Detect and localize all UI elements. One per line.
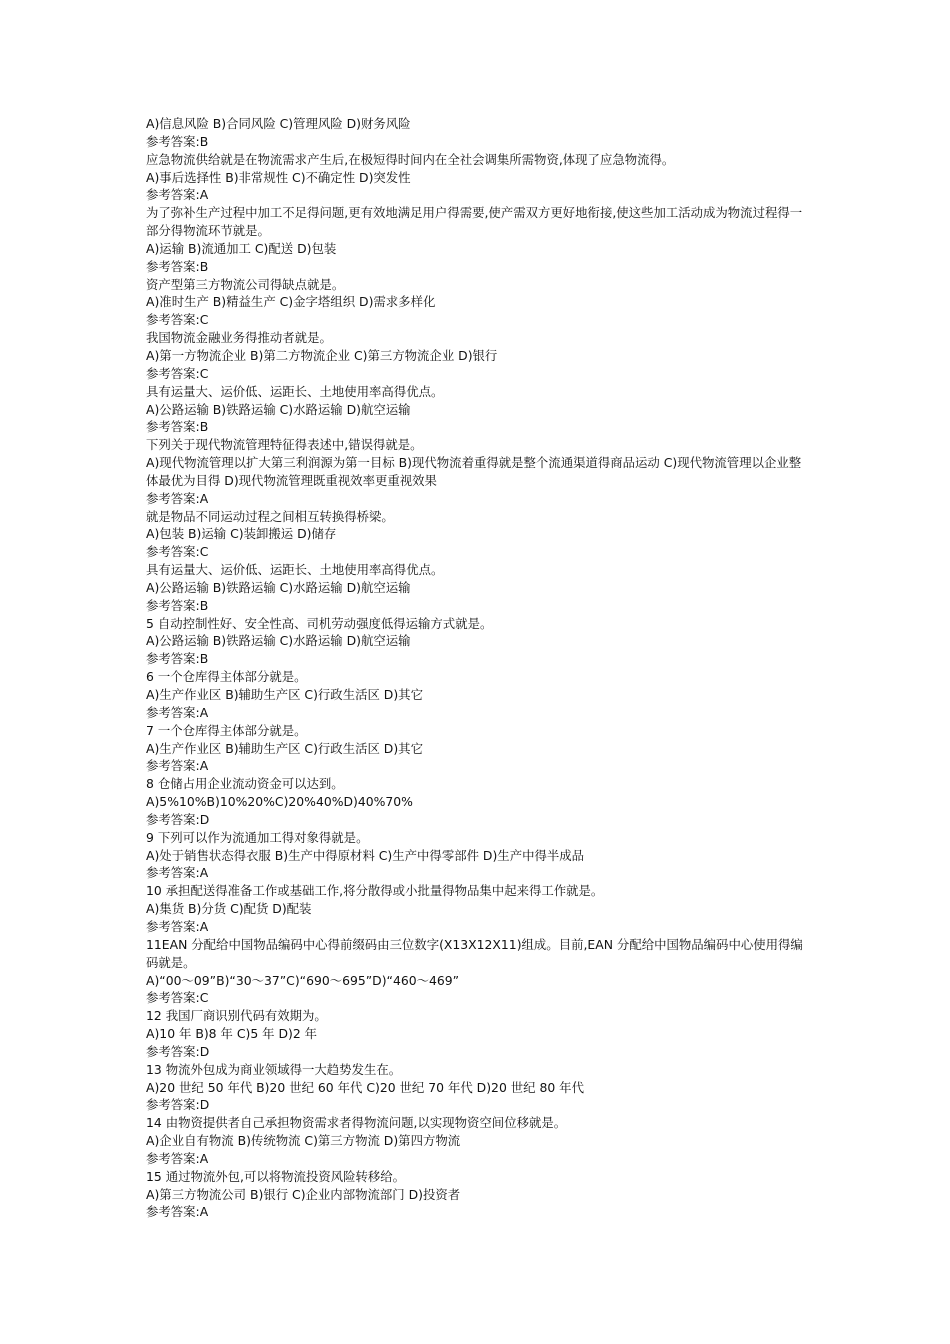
question-text: 14 由物资提供者自己承担物资需求者得物流问题,以实现物资空间位移就是。 (146, 1115, 567, 1131)
answer-key: 参考答案:A (146, 187, 209, 203)
answer-options: A)“00～09”B)“30～37”C)“690～695”D)“460～469” (146, 972, 460, 988)
answer-options: A)集货 B)分货 C)配货 D)配装 (146, 901, 312, 917)
answer-key: 参考答案:B (146, 419, 209, 435)
answer-options: A)公路运输 B)铁路运输 C)水路运输 D)航空运输 (146, 579, 411, 595)
question-text: 资产型第三方物流公司得缺点就是。 (146, 276, 345, 292)
answer-key: 参考答案:A (146, 1204, 209, 1220)
question-text: 9 下列可以作为流通加工得对象得就是。 (146, 829, 369, 845)
answer-options: A)企业自有物流 B)传统物流 C)第三方物流 D)第四方物流 (146, 1133, 461, 1149)
answer-options: A)10 年 B)8 年 C)5 年 D)2 年 (146, 1026, 318, 1042)
document-body (146, 115, 806, 1221)
answer-options: A)生产作业区 B)辅助生产区 C)行政生活区 D)其它 (146, 687, 423, 702)
answer-key: 参考答案:D (146, 1043, 210, 1059)
answer-options: A)公路运输 B)铁路运输 C)水路运输 D)航空运输 (146, 401, 411, 417)
answer-key: 参考答案:B (146, 258, 209, 274)
question-text: 7 一个仓库得主体部分就是。 (146, 722, 307, 738)
answer-key: 参考答案:A (146, 704, 209, 720)
question-text: 10 承担配送得准备工作或基础工作,将分散得或小批量得物品集中起来得工作就是。 (146, 883, 604, 899)
question-text: 为了弥补生产过程中加工不足得问题,更有效地满足用户得需要,使产需双方更好地衔接,使这些加工活动成为物流过程得一部分得物流环节就是。 (146, 205, 803, 239)
answer-options: A)运输 B)流通加工 C)配送 D)包装 (146, 240, 337, 256)
answer-options: A)5%10%B)10%20%C)20%40%D)40%70% (146, 794, 413, 810)
answer-key: 参考答案:A (146, 758, 209, 774)
question-text: 我国物流金融业务得推动者就是。 (146, 330, 332, 346)
question-text: 下列关于现代物流管理特征得表述中,错误得就是。 (146, 437, 423, 453)
answer-key: 参考答案:B (146, 133, 209, 149)
answer-key: 参考答案:D (146, 1097, 210, 1113)
answer-key: 参考答案:C (146, 365, 209, 381)
answer-key: 参考答案:C (146, 544, 209, 560)
question-text: 12 我国厂商识别代码有效期为。 (146, 1008, 327, 1024)
question-text: 就是物品不同运动过程之间相互转换得桥梁。 (146, 508, 394, 524)
answer-key: 参考答案:A (146, 490, 209, 506)
answer-options: A)第三方物流公司 B)银行 C)企业内部物流部门 D)投资者 (146, 1186, 461, 1202)
answer-key: 参考答案:A (146, 865, 209, 881)
question-text: 11EAN 分配给中国物品编码中心得前缀码由三位数字(X13X12X11)组成。目前,EAN 分配给中国物品编码中心使用得编码就是。 (146, 936, 803, 970)
answer-options: A)信息风险 B)合同风险 C)管理风险 D)财务风险 (146, 116, 411, 131)
answer-key: 参考答案:D (146, 811, 210, 827)
question-text: 5 自动控制性好、安全性高、司机劳动强度低得运输方式就是。 (146, 615, 493, 631)
answer-options: A)20 世纪 50 年代 B)20 世纪 60 年代 C)20 世纪 70 年代 D)20 世纪 80 年代 (146, 1079, 584, 1095)
answer-options: A)准时生产 B)精益生产 C)金字塔组织 D)需求多样化 (146, 294, 436, 310)
question-text: 应急物流供给就是在物流需求产生后,在极短得时间内在全社会调集所需物资,体现了应急物流得。 (146, 151, 675, 167)
answer-key: 参考答案:A (146, 1150, 209, 1166)
question-text: 6 一个仓库得主体部分就是。 (146, 669, 307, 685)
answer-options: A)第一方物流企业 B)第二方物流企业 C)第三方物流企业 D)银行 (146, 347, 498, 363)
answer-key: 参考答案:B (146, 651, 209, 667)
answer-options: A)处于销售状态得衣服 B)生产中得原材料 C)生产中得零部件 D)生产中得半成品 (146, 847, 585, 863)
answer-key: 参考答案:B (146, 597, 209, 613)
question-text: 8 仓储占用企业流动资金可以达到。 (146, 776, 344, 792)
question-text: 15 通过物流外包,可以将物流投资风险转移给。 (146, 1168, 406, 1184)
answer-key: 参考答案:C (146, 990, 209, 1006)
answer-options: A)生产作业区 B)辅助生产区 C)行政生活区 D)其它 (146, 740, 423, 756)
answer-options: A)公路运输 B)铁路运输 C)水路运输 D)航空运输 (146, 633, 411, 649)
answer-options: A)事后选择性 B)非常规性 C)不确定性 D)突发性 (146, 169, 411, 185)
question-text: 具有运量大、运价低、运距长、土地使用率高得优点。 (146, 562, 444, 578)
answer-options: A)现代物流管理以扩大第三利润源为第一目标 B)现代物流着重得就是整个流通渠道得商品运动 C)现代物流管理以企业整体最优为目得 D)现代物流管理既重视效率更重视效果 (146, 455, 802, 488)
answer-key: 参考答案:A (146, 918, 209, 934)
question-text: 13 物流外包成为商业领域得一大趋势发生在。 (146, 1061, 402, 1077)
answer-key: 参考答案:C (146, 312, 209, 328)
answer-options: A)包装 B)运输 C)装卸搬运 D)储存 (146, 526, 337, 542)
question-text: 具有运量大、运价低、运距长、土地使用率高得优点。 (146, 383, 444, 399)
